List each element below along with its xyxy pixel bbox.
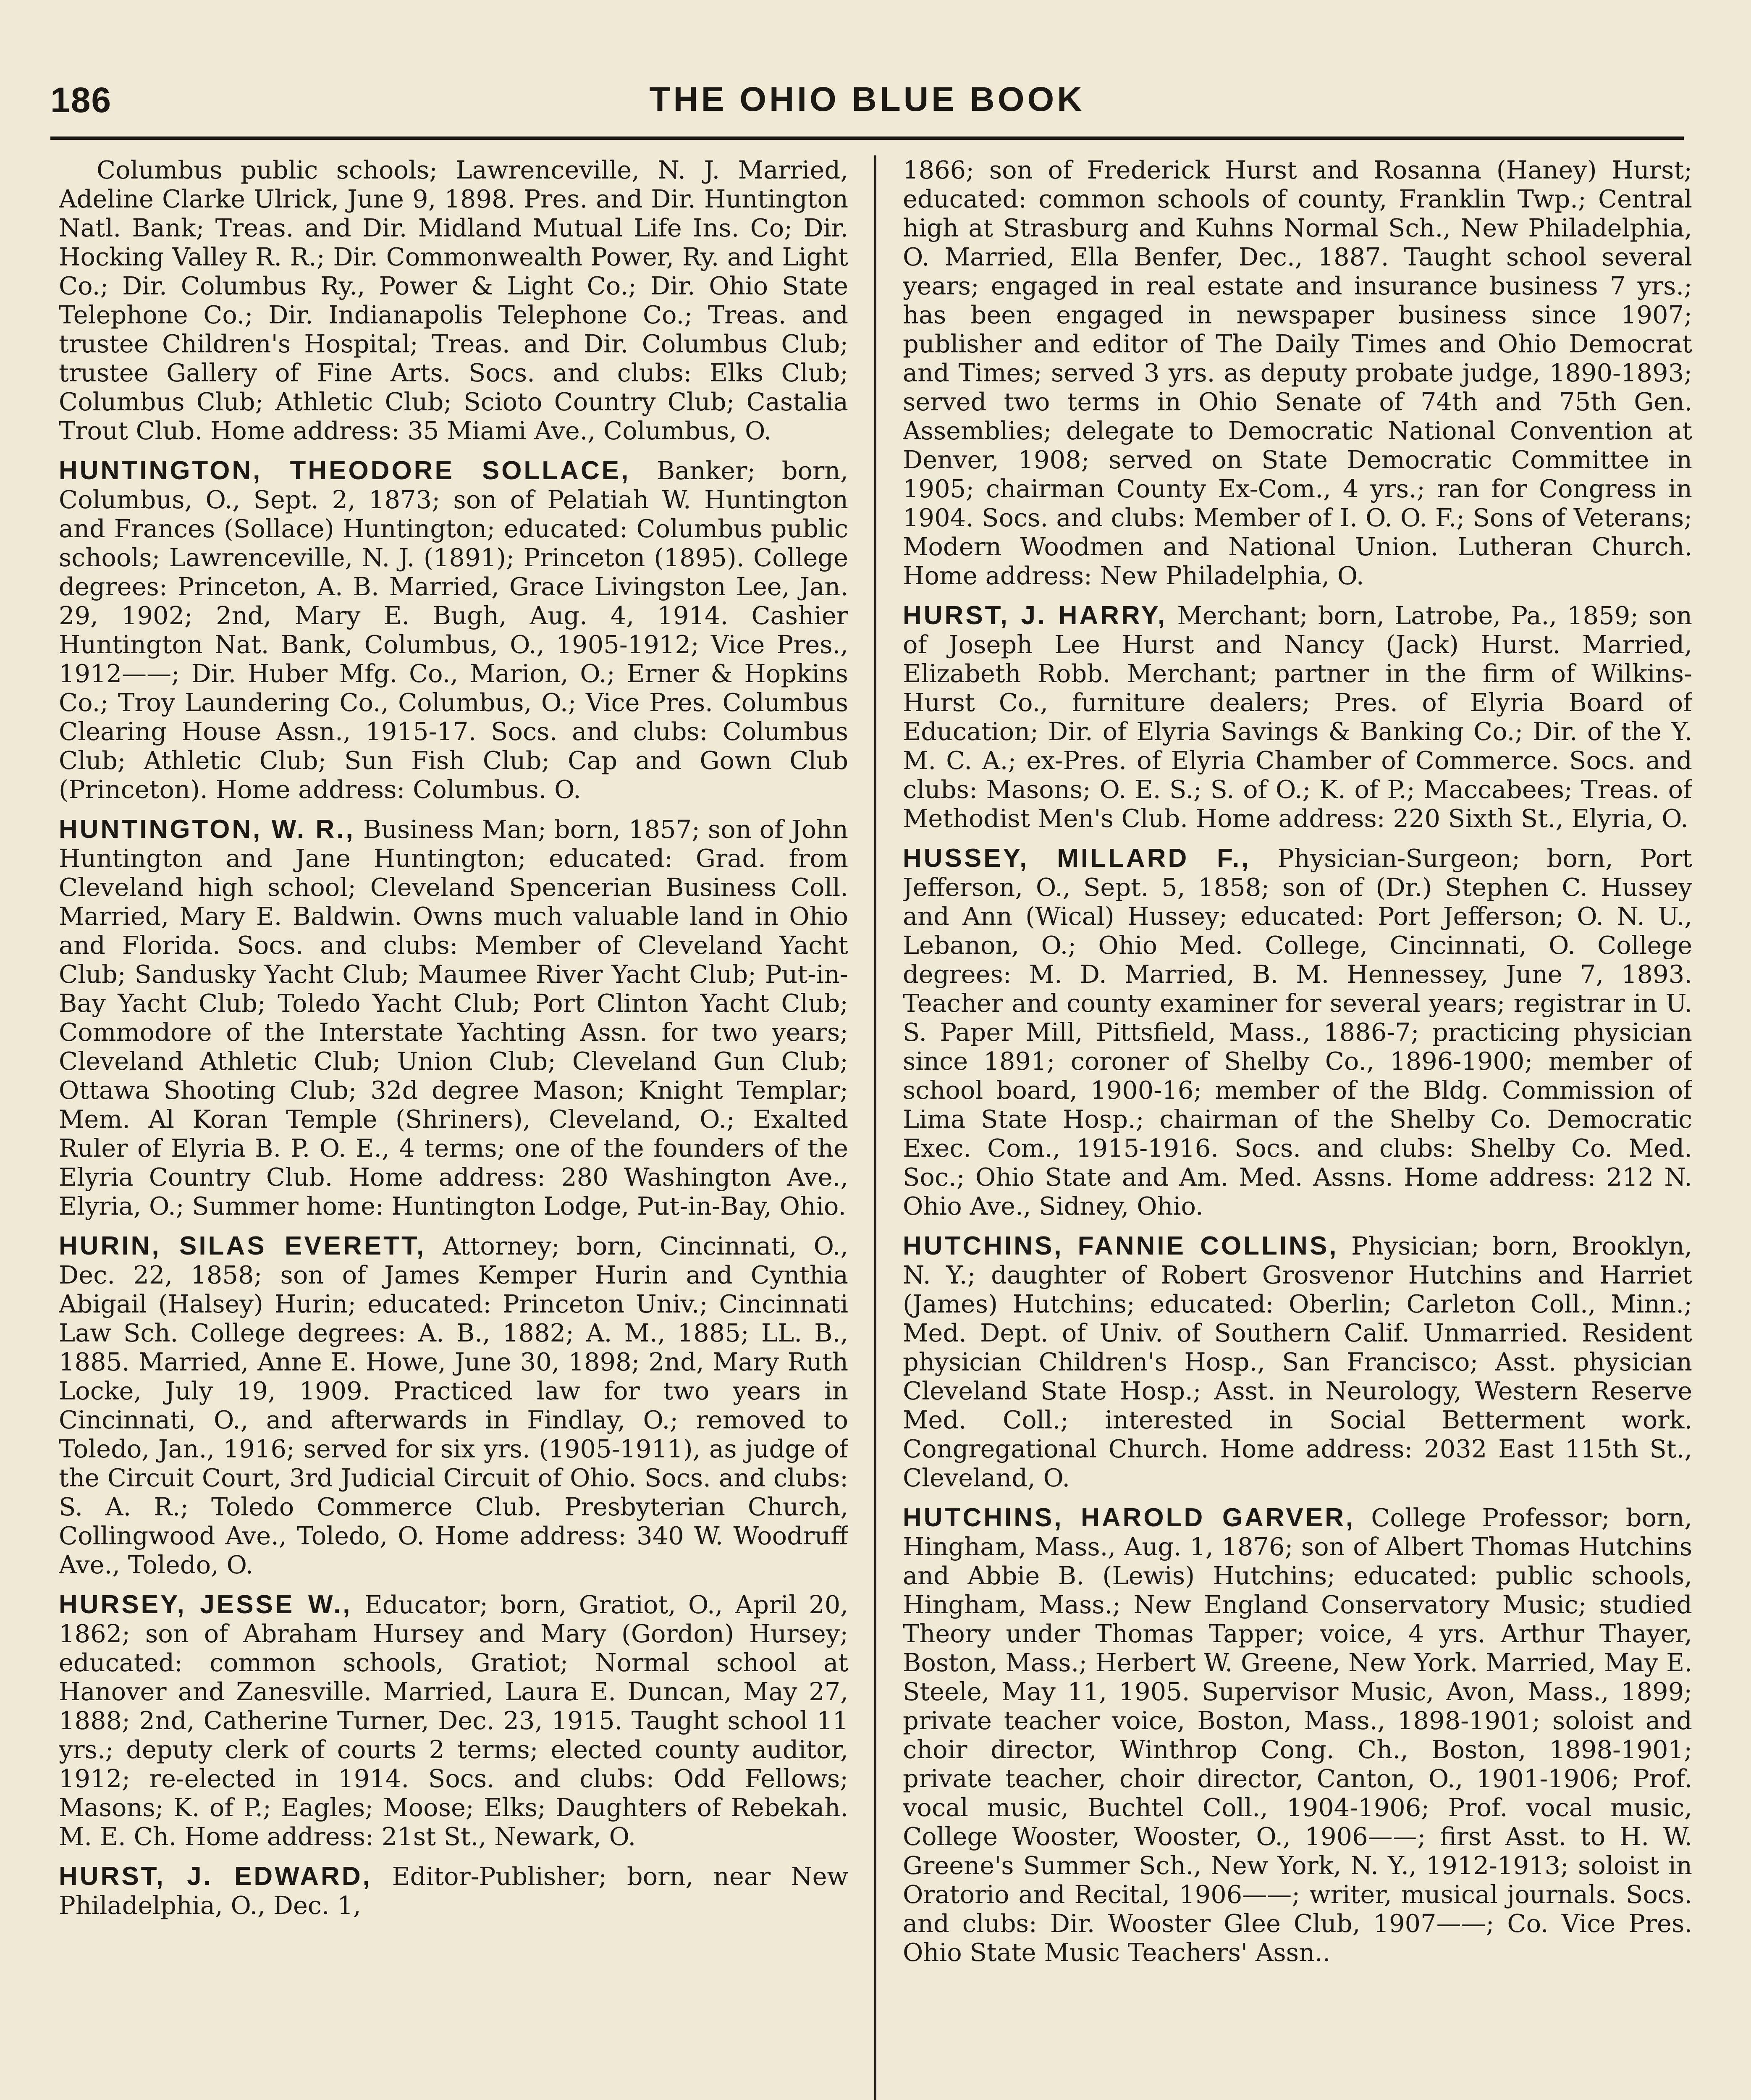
page-number: 186: [50, 80, 112, 120]
entry-name: HUTCHINS, FANNIE COLLINS,: [903, 1231, 1339, 1260]
entry-text: Business Man; born, 1857; son of John Huntington and Jane Huntington; educated: Grad. from Cleveland high school; Cleveland Spencerian Business Coll. Married, Mary E. Baldwin. Owns much valuable land in Ohio and Florida. Socs. and clubs: Member of Cleveland Yacht Club; Sandusky Yacht Club; Maumee River Yacht Club; Put-in-Bay Yacht Club; Toledo Yacht Club; Port Clinton Yacht Club; Commodore of the Interstate Yachting Assn. for two years; Cleveland Athletic Club; Union Club; Cleveland Gun Club; Ottawa Shooting Club; 32d degree Mason; Knight Templar; Mem. Al Koran Temple (Shriners), Cleveland, O.; Exalted Ruler of Elyria B. P. O. E., 4 terms; one of the founders of the Elyria Country Club. Home address: 280 Washington Ave., Elyria, O.; Summer home: Huntington Lodge, Put-in-Bay, Ohio.: [59, 815, 848, 1221]
entry-continued: 1866; son of Frederick Hurst and Rosanna (Haney) Hurst; educated: common schools of county, Franklin Twp.; Central high at Strasburg and Kuhns Normal Sch., New Philadelphia, O. Married, Ella Benfer, Dec., 1887. Taught school several years; engaged in real estate and insurance business 7 yrs.; has been engaged in newspaper business since 1907; publisher and editor of The Daily Times and Ohio Democrat and Times; served 3 yrs. as deputy probate judge, 1890-1893; served two terms in Ohio Senate of 74th and 75th Gen. Assemblies; delegate to Democratic National Convention at Denver, 1908; served on State Democratic Committee in 1905; chairman County Ex-Com., 4 yrs.; ran for Congress in 1904. Socs. and clubs: Member of I. O. O. F.; Sons of Veterans; Modern Woodmen and National Union. Lutheran Church. Home address: New Philadelphia, O.: [903, 155, 1692, 590]
entry-hussey-millard: [903, 844, 1692, 1221]
entry-name: HUNTINGTON, THEODORE SOLLACE,: [59, 456, 631, 485]
entry-huntington-w-r: [59, 815, 848, 1221]
entry-text: Editor-Publisher; born, near New Philadelphia, O., Dec. 1,: [59, 1862, 848, 1920]
entry-name: HUNTINGTON, W. R.,: [59, 815, 355, 844]
entry-text: Physician; born, Brooklyn, N. Y.; daughter of Robert Grosvenor Hutchins and Harriet (James) Hutchins; educated: Oberlin; Carleton Coll., Minn.; Med. Dept. of Univ. of Southern Calif. Unmarried. Resident physician Children's Hosp., San Francisco; Asst. physician Cleveland State Hosp.; Asst. in Neurology, Western Reserve Med. Coll.; interested in Social Betterment work. Congregational Church. Home address: 2032 East 115th St., Cleveland, O.: [903, 1231, 1692, 1492]
entry-hursey-jesse: [59, 1590, 848, 1851]
right-column: [903, 155, 1692, 2100]
entry-text: Physician-Surgeon; born, Port Jefferson, O., Sept. 5, 1858; son of (Dr.) Stephen C. Hussey and Ann (Wical) Hussey; educated: Port Jefferson; O. N. U., Lebanon, O.; Ohio Med. College, Cincinnati, O. College degrees: M. D. Married, B. M. Hennessey, June 7, 1893. Teacher and county examiner for several years; registrar in U. S. Paper Mill, Pittsfield, Mass., 1886-7; practicing physician since 1891; coroner of Shelby Co., 1896-1900; member of school board, 1900-16; member of the Bldg. Commission of Lima State Hosp.; chairman of the Shelby Co. Democratic Exec. Com., 1915-1916. Socs. and clubs: Shelby Co. Med. Soc.; Ohio State and Am. Med. Assns. Home address: 212 N. Ohio Ave., Sidney, Ohio.: [903, 844, 1692, 1221]
entry-text: Merchant; born, Latrobe, Pa., 1859; son of Joseph Lee Hurst and Nancy (Jack) Hurst. Married, Elizabeth Robb. Merchant; partner in the firm of Wilkins-Hurst Co., furniture dealers; Pres. of Elyria Board of Education; Dir. of Elyria Savings & Banking Co.; Dir. of the Y. M. C. A.; ex-Pres. of Elyria Chamber of Commerce. Socs. and clubs: Masons; O. E. S.; S. of O.; K. of P.; Maccabees; Treas. of Methodist Men's Club. Home address: 220 Sixth St., Elyria, O.: [903, 601, 1692, 833]
entry-hutchins-harold: [903, 1503, 1692, 1967]
entry-name: HUTCHINS, HAROLD GARVER,: [903, 1503, 1355, 1532]
entry-hurst-j-harry: [903, 601, 1692, 833]
entry-hurin-silas: [59, 1231, 848, 1579]
entry-name: HURST, J. HARRY,: [903, 601, 1167, 630]
entry-text: Banker; born, Columbus, O., Sept. 2, 1873; son of Pelatiah W. Huntington and Frances (Sollace) Huntington; educated: Columbus public schools; Lawrenceville, N. J. (1891); Princeton (1895). College degrees: Princeton, A. B. Married, Grace Livingston Lee, Jan. 29, 1902; 2nd, Mary E. Bugh, Aug. 4, 1914. Cashier Huntington Nat. Bank, Columbus, O., 1905-1912; Vice Pres., 1912——; Dir. Huber Mfg. Co., Marion, O.; Erner & Hopkins Co.; Troy Laundering Co., Columbus, O.; Vice Pres. Columbus Clearing House Assn., 1915-17. Socs. and clubs: Columbus Club; Athletic Club; Sun Fish Club; Cap and Gown Club (Princeton). Home address: Columbus. O.: [59, 456, 848, 804]
entry-name: HURSEY, JESSE W.,: [59, 1590, 352, 1619]
entry-text: Educator; born, Gratiot, O., April 20, 1862; son of Abraham Hursey and Mary (Gordon) Hursey; educated: common schools, Gratiot; Normal school at Hanover and Zanesville. Married, Laura E. Duncan, May 27, 1888; 2nd, Catherine Turner, Dec. 23, 1915. Taught school 11 yrs.; deputy clerk of courts 2 terms; elected county auditor, 1912; re-elected in 1914. Socs. and clubs: Odd Fellows; Masons; K. of P.; Eagles; Moose; Elks; Daughters of Rebekah. M. E. Ch. Home address: 21st St., Newark, O.: [59, 1590, 848, 1851]
entry-name: HUSSEY, MILLARD F.,: [903, 844, 1251, 873]
running-title: THE OHIO BLUE BOOK: [649, 80, 1085, 118]
entry-hurst-j-edward: [59, 1862, 848, 1920]
entry-continued: Columbus public schools; Lawrenceville, N. J. Married, Adeline Clarke Ulrick, June 9, 1898. Pres. and Dir. Huntington Natl. Bank; Treas. and Dir. Midland Mutual Life Ins. Co; Dir. Hocking Valley R. R.; Dir. Commonwealth Power, Ry. and Light Co.; Dir. Columbus Ry., Power & Light Co.; Dir. Ohio State Telephone Co.; Dir. Indianapolis Telephone Co.; Treas. and trustee Children's Hospital; Treas. and Dir. Columbus Club; trustee Gallery of Fine Arts. Socs. and clubs: Elks Club; Columbus Club; Athletic Club; Scioto Country Club; Castalia Trout Club. Home address: 35 Miami Ave., Columbus, O.: [59, 155, 848, 445]
entry-huntington-theodore: [59, 456, 848, 804]
entry-name: HURST, J. EDWARD,: [59, 1862, 372, 1891]
header-rule: [50, 136, 1684, 140]
left-column: [59, 155, 848, 2100]
entry-text: Attorney; born, Cincinnati, O., Dec. 22, 1858; son of James Kemper Hurin and Cynthia Abigail (Halsey) Hurin; educated: Princeton Univ.; Cincinnati Law Sch. College degrees: A. B., 1882; A. M., 1885; LL. B., 1885. Married, Anne E. Howe, June 30, 1898; 2nd, Mary Ruth Locke, July 19, 1909. Practiced law for two years in Cincinnati, O., and afterwards in Findlay, O.; removed to Toledo, Jan., 1916; served for six yrs. (1905-1911), as judge of the Circuit Court, 3rd Judicial Circuit of Ohio. Socs. and clubs: S. A. R.; Toledo Commerce Club. Presbyterian Church, Collingwood Ave., Toledo, O. Home address: 340 W. Woodruff Ave., Toledo, O.: [59, 1231, 848, 1579]
page-header: [50, 80, 1684, 130]
entry-hutchins-fannie: [903, 1231, 1692, 1492]
entry-text: College Professor; born, Hingham, Mass., Aug. 1, 1876; son of Albert Thomas Hutchins and Abbie B. (Lewis) Hutchins; educated: public schools, Hingham, Mass.; New England Conservatory Music; studied Theory under Thomas Tapper; voice, 4 yrs. Arthur Thayer, Boston, Mass.; Herbert W. Greene, New York. Married, May E. Steele, May 11, 1905. Supervisor Music, Avon, Mass., 1899; private teacher voice, Boston, Mass., 1898-1901; soloist and choir director, Winthrop Cong. Ch., Boston, 1898-1901; private teacher, choir director, Canton, O., 1901-1906; Prof. vocal music, Buchtel Coll., 1904-1906; Prof. vocal music, College Wooster, Wooster, O., 1906——; first Asst. to H. W. Greene's Summer Sch., New York, N. Y., 1912-1913; soloist in Oratorio and Recital, 1906——; writer, musical journals. Socs. and clubs: Dir. Wooster Glee Club, 1907——; Co. Vice Pres. Ohio State Music Teachers' Assn..: [903, 1503, 1692, 1967]
entry-name: HURIN, SILAS EVERETT,: [59, 1231, 426, 1260]
column-divider: [874, 155, 876, 2100]
